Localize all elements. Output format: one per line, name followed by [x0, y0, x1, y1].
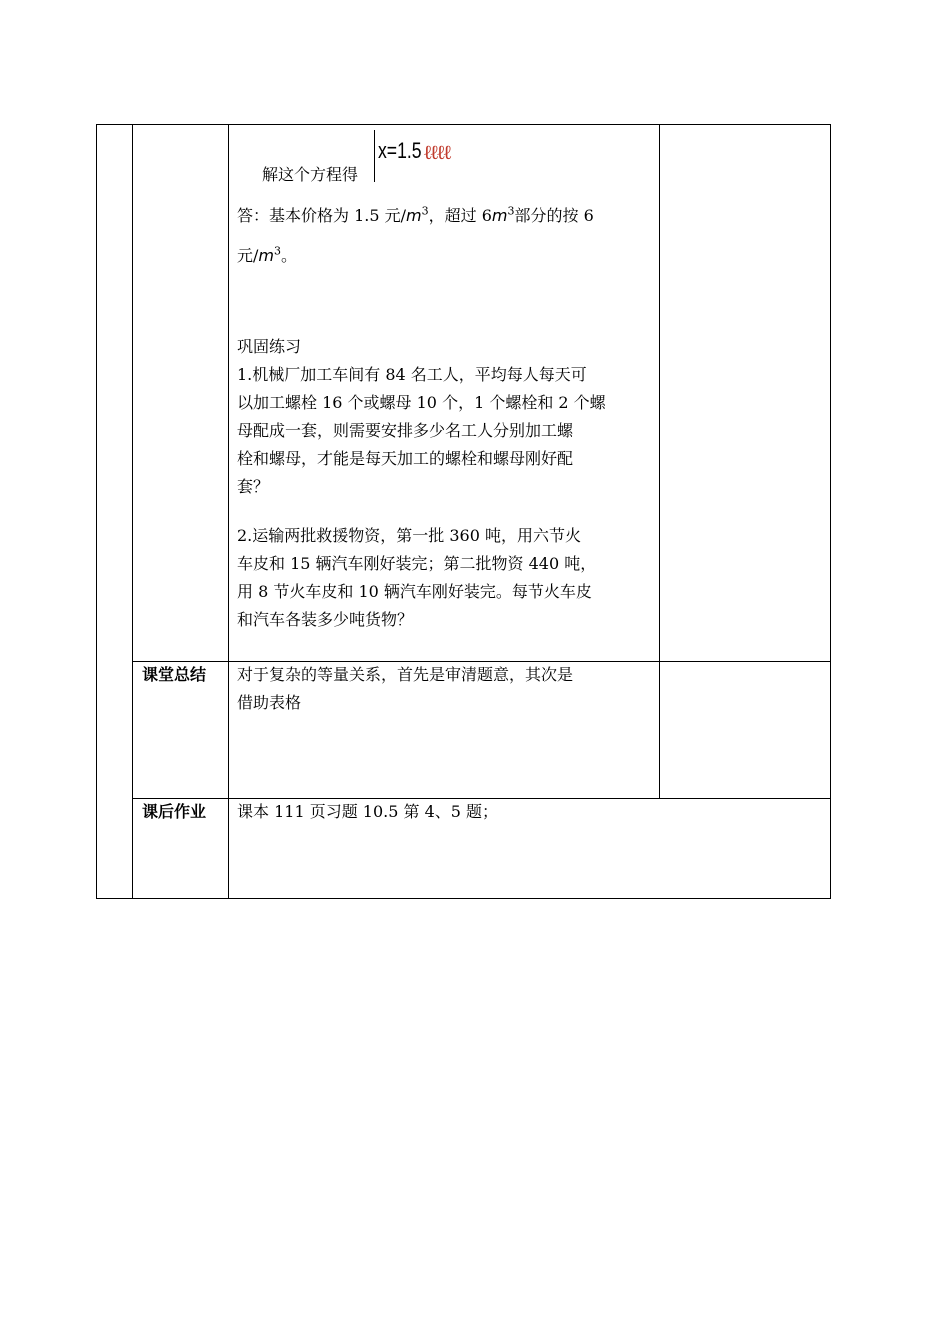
practice-q2-line: 和汽车各装多少吨货物？ [237, 610, 414, 629]
answer-line-2: 元$/m^3$。 [237, 244, 298, 265]
practice-q1-line: 1.机械厂加工车间有 84 名工人，平均每人每天可 [237, 365, 587, 384]
practice-q2-line: 用 8 节火车皮和 10 辆汽车刚好装完。每节火车皮 [237, 582, 592, 601]
summary-label: 课堂总结 [142, 665, 207, 684]
solve-intro: 解这个方程得 [262, 165, 359, 184]
table-border-left [96, 124, 97, 899]
equation-text: x=1.5 [378, 138, 422, 163]
homework-text: 课本 111 页习题 10.5 第 4、5 题； [237, 802, 499, 821]
table-col-divider [228, 124, 229, 899]
summary-line: 对于复杂的等量关系，首先是审清题意，其次是 [237, 665, 574, 684]
practice-q1-line: 母配成一套，则需要安排多少名工人分别加工螺 [237, 421, 574, 440]
table-col-divider [659, 124, 660, 799]
practice-title: 巩固练习 [237, 337, 302, 356]
practice-q1-line: 套？ [237, 477, 270, 496]
equation-image [374, 130, 451, 182]
equation-artifact: ℓℓℓℓ [423, 140, 450, 164]
practice-q1-line: 以加工螺栓 16 个或螺母 10 个，1 个螺栓和 2 个螺 [237, 393, 606, 412]
homework-label: 课后作业 [142, 802, 207, 821]
practice-q2-line: 2.运输两批救援物资，第一批 360 吨，用六节火 [237, 526, 581, 545]
table-col-divider [132, 124, 133, 899]
practice-q1-line: 栓和螺母，才能是每天加工的螺栓和螺母刚好配 [237, 449, 574, 468]
table-border-top [96, 124, 831, 125]
summary-line: 借助表格 [237, 693, 302, 712]
answer-line-1: 答：基本价格为 1.5 元$/m^3$，超过 $6m^3$部分的按 6 [237, 204, 594, 225]
table-border-bottom [96, 898, 831, 899]
table-border-right [830, 124, 831, 899]
practice-q2-line: 车皮和 15 辆汽车刚好装完；第二批物资 440 吨， [237, 554, 597, 573]
